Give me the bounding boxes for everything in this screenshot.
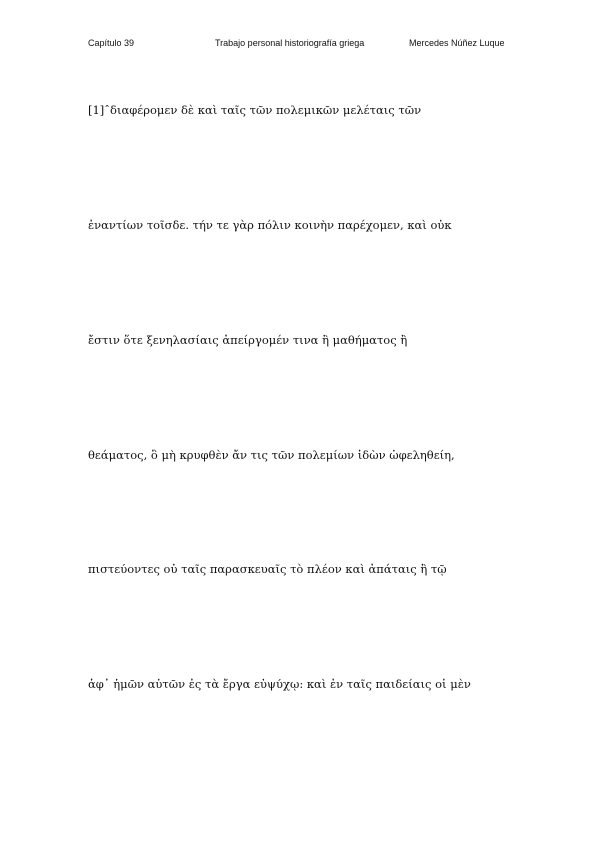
text-line-3: ἔστιν ὅτε ξενηλασίαις ἀπείργομέν τινα ἢ μαθήματος ἢ <box>88 333 408 347</box>
header-title: Trabajo personal historiografía griega <box>215 38 365 48</box>
text-line-5: πιστεύοντες οὐ ταῖς παρασκευαῖς τὸ πλέον καὶ ἀπάταις ἢ τῷ <box>88 562 447 576</box>
text-line-1: [1]ˆδιαφέρομεν δὲ καὶ ταῖς τῶν πολεμικῶν μελέταις τῶν <box>88 103 422 117</box>
page-header <box>0 38 599 52</box>
text-line-4: θεάματος, ὃ μὴ κρυφθὲν ἄν τις τῶν πολεμίων ἰδὼν ὠφεληθείη, <box>88 448 455 462</box>
header-chapter: Capítulo 39 <box>88 38 135 48</box>
text-line-2: ἐναντίων τοῖσδε. τήν τε γὰρ πόλιν κοινὴν παρέχομεν, καὶ οὐκ <box>88 218 452 232</box>
header-author: Mercedes Núñez Luque <box>409 38 505 48</box>
text-line-6: ἀφ᾽ ἡμῶν αὐτῶν ἐς τὰ ἔργα εὐψύχῳ: καὶ ἐν ταῖς παιδείαις οἱ μὲν <box>88 677 471 691</box>
